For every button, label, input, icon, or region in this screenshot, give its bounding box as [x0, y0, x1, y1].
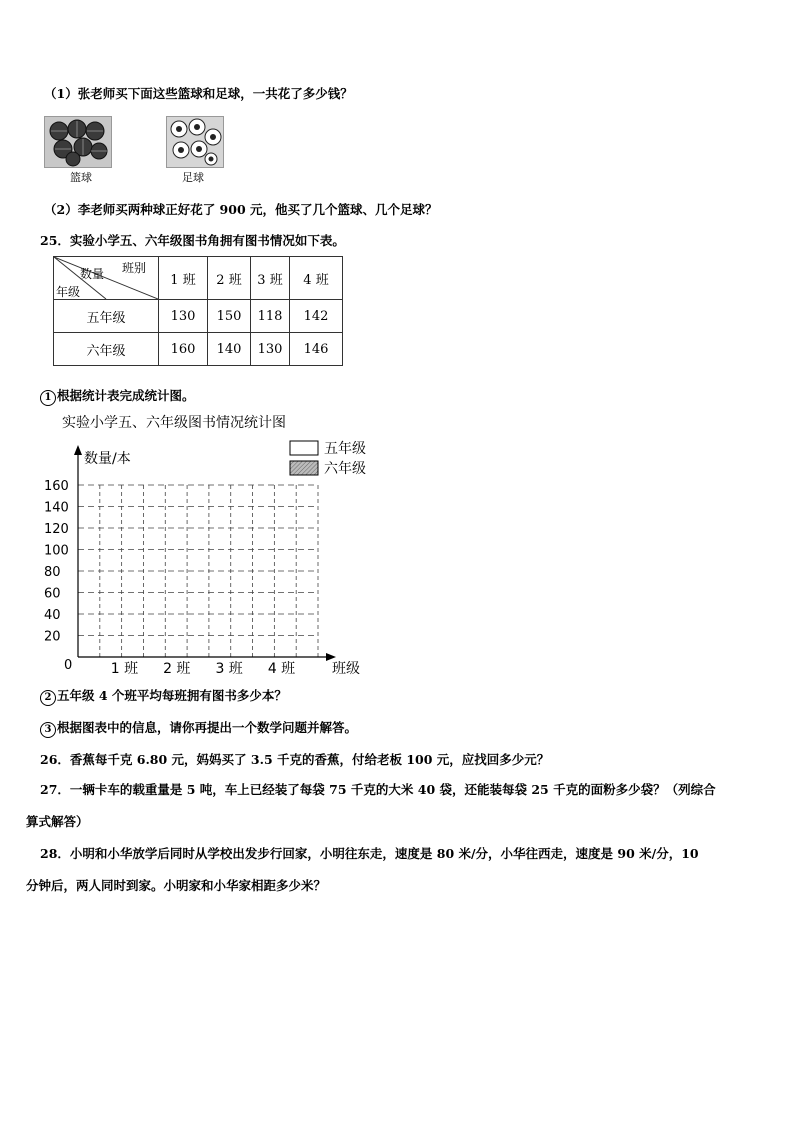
y-tick-label: 100 — [44, 543, 69, 559]
y-tick-label: 140 — [44, 500, 69, 516]
table-cell: 118 — [251, 300, 290, 333]
y-tick-label: 80 — [44, 565, 61, 580]
x-tick-label: 3 班 — [215, 661, 243, 677]
y-tick-label: 0 — [64, 658, 73, 673]
column-header: 4 班 — [290, 257, 343, 300]
sub-text-3: 根据图表中的信息，请你再提出一个数学问题并解答。 — [57, 720, 358, 735]
table-cell: 150 — [208, 300, 251, 333]
football-caption: 足球 — [182, 171, 204, 184]
x-tick-label: 4 班 — [267, 661, 296, 677]
legend-swatch-grade6 — [290, 461, 318, 475]
table-row — [54, 333, 343, 366]
header-quantity: 数量 — [80, 267, 105, 281]
sub-question-1 — [40, 386, 195, 406]
football-image — [166, 116, 224, 168]
sub-number-2: 2 — [40, 690, 56, 706]
header-grade: 年级 — [56, 285, 81, 299]
question-27-line2: 算式解答） — [26, 814, 89, 829]
chart-grid — [78, 485, 318, 657]
x-axis-label: 班级 — [332, 661, 360, 677]
legend-label-grade5: 五年级 — [324, 441, 366, 457]
sub-text-2: 五年级 4 个班平均每班拥有图书多少本？ — [57, 688, 287, 703]
table-cell: 140 — [208, 333, 251, 366]
column-header: 3 班 — [251, 257, 290, 300]
question-26: 26．香蕉每千克 6.80 元，妈妈买了 3.5 千克的香蕉，付给老板 100 元，应找回多少元？ — [40, 752, 550, 767]
y-axis-label: 数量/本 — [84, 451, 131, 467]
table-cell: 146 — [290, 333, 343, 366]
basketball-caption: 篮球 — [70, 171, 92, 184]
column-header: 2 班 — [208, 257, 251, 300]
header-class: 班别 — [122, 261, 147, 275]
x-tick-label: 2 班 — [163, 661, 191, 677]
table-cell: 130 — [251, 333, 290, 366]
question-2: （2）李老师买两种球正好花了 900 元，他买了几个篮球、几个足球？ — [44, 202, 438, 217]
chart-title: 实验小学五、六年级图书情况统计图 — [62, 415, 286, 431]
legend-swatch-grade5 — [290, 441, 318, 455]
row-label: 五年级 — [54, 300, 159, 333]
y-tick-label: 20 — [44, 629, 61, 645]
y-axis-arrow — [74, 445, 82, 455]
x-axis-arrow — [326, 653, 336, 661]
question-27-line1: 27．一辆卡车的载重量是 5 吨，车上已经装了每袋 75 千克的大米 40 袋，还能装每袋 25 千克的面粉多少袋？（列综合 — [40, 782, 716, 797]
column-header: 1 班 — [159, 257, 208, 300]
sub-number-1: 1 — [40, 390, 56, 406]
sub-number-3: 3 — [40, 722, 56, 738]
x-tick-label: 1 班 — [110, 661, 139, 677]
table-corner-cell — [54, 257, 159, 300]
basketball-image — [44, 116, 112, 168]
y-tick-label: 60 — [44, 586, 61, 602]
legend-label-grade6: 六年级 — [324, 461, 366, 477]
question-28-line2: 分钟后，两人同时到家。小明家和小华家相距多少米？ — [26, 878, 327, 893]
book-table — [53, 256, 343, 366]
chart-ticks — [44, 479, 295, 677]
sub-question-2 — [40, 686, 287, 706]
table-row — [54, 300, 343, 333]
row-label: 六年级 — [54, 333, 159, 366]
question-25: 25．实验小学五、六年级图书角拥有图书情况如下表。 — [40, 233, 345, 248]
y-tick-label: 40 — [44, 608, 61, 623]
bar-chart — [40, 405, 400, 680]
table-cell: 130 — [159, 300, 208, 333]
table-cell: 160 — [159, 333, 208, 366]
y-tick-label: 160 — [44, 479, 69, 494]
table-cell: 142 — [290, 300, 343, 333]
sub-text-1: 根据统计表完成统计图。 — [57, 388, 195, 403]
y-tick-label: 120 — [44, 522, 69, 537]
question-28-line1: 28．小明和小华放学后同时从学校出发步行回家，小明往东走，速度是 80 米/分，小华往西走，速度是 90 米/分，10 — [40, 846, 699, 861]
question-1: （1）张老师买下面这些篮球和足球，一共花了多少钱？ — [44, 86, 353, 101]
sub-question-3 — [40, 718, 357, 738]
table-header-row — [54, 257, 343, 300]
